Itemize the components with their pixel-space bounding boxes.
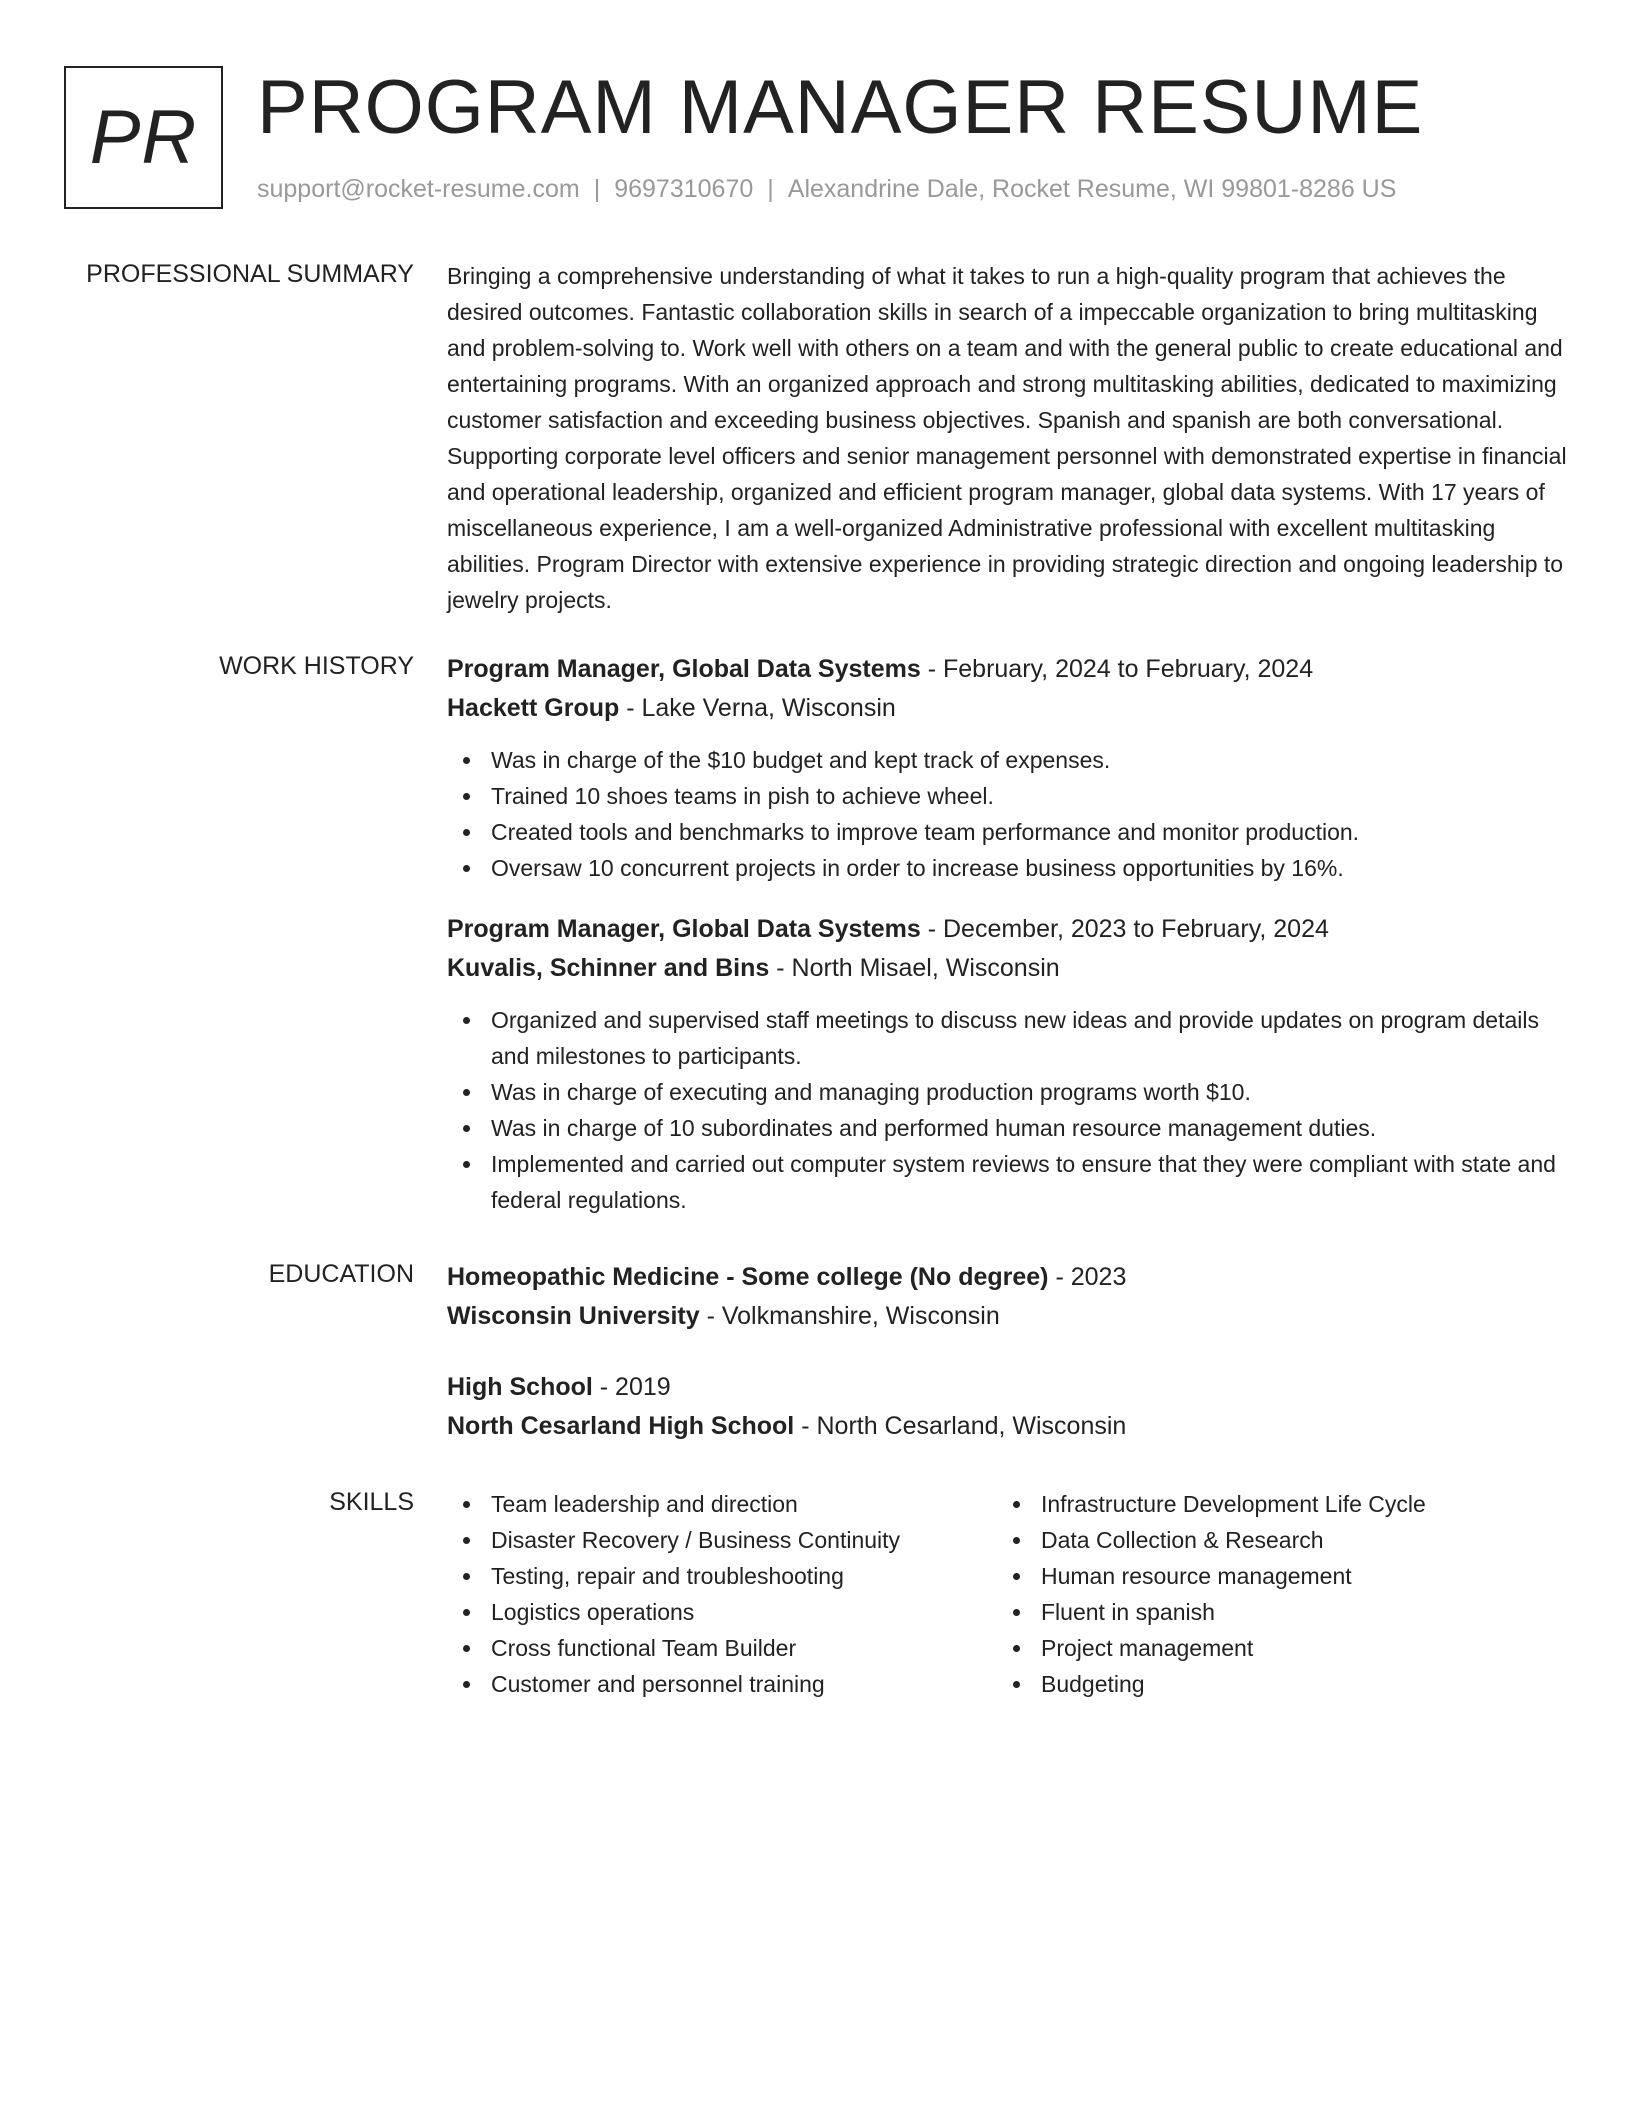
work-history-heading: WORK HISTORY (219, 652, 414, 680)
education-degree: Homeopathic Medicine - Some college (No degree) (447, 1263, 1049, 1291)
job-title-line (447, 910, 1567, 949)
education-entry (447, 1368, 1567, 1446)
education-degree: High School (447, 1373, 593, 1401)
contact-email: support@rocket-resume.com (257, 175, 580, 203)
contact-separator: | (593, 175, 601, 203)
job-bullets (447, 1002, 1567, 1218)
skills-column-left (447, 1486, 997, 1702)
job-entry (447, 650, 1567, 886)
skill-item: Team leadership and direction (447, 1486, 997, 1522)
education-heading: EDUCATION (268, 1260, 414, 1288)
summary-heading: PROFESSIONAL SUMMARY (86, 260, 414, 288)
job-bullet: Implemented and carried out computer system reviews to ensure that they were compliant with state and federal regulations. (447, 1146, 1567, 1218)
skill-item: Cross functional Team Builder (447, 1630, 997, 1666)
job-bullet: Was in charge of executing and managing production programs worth $10. (447, 1074, 1567, 1110)
job-location: - Lake Verna, Wisconsin (619, 694, 896, 722)
skill-item: Customer and personnel training (447, 1666, 997, 1702)
contact-separator: | (767, 175, 774, 203)
job-title: Program Manager, Global Data Systems (447, 915, 921, 943)
contact-line (257, 174, 1396, 204)
skill-item: Data Collection & Research (997, 1522, 1547, 1558)
contact-address: Alexandrine Dale, Rocket Resume, WI 99801-8286 US (787, 175, 1397, 203)
skills-list (447, 1486, 997, 1702)
skill-item: Project management (997, 1630, 1547, 1666)
job-entry (447, 910, 1567, 1218)
job-dates: - December, 2023 to February, 2024 (920, 915, 1329, 943)
job-bullet: Created tools and benchmarks to improve team performance and monitor production. (447, 814, 1567, 850)
education-school: North Cesarland High School (447, 1412, 795, 1440)
job-bullet: Organized and supervised staff meetings to discuss new ideas and provide updates on program details and milestones to participants. (447, 1002, 1567, 1074)
job-title: Program Manager, Global Data Systems (447, 655, 921, 683)
summary-text: Bringing a comprehensive understanding of what it takes to run a high-quality program that achieves the desired outcomes. Fantastic collaboration skills in search of a impeccable organization to bring multitasking and problem-solving to. Work well with others on a team and with the general public to create educational and entertaining programs. With an organized approach and strong multitasking abilities, dedicated to maximizing customer satisfaction and exceeding business objectives. Spanish and spanish are both conversational. Supporting corporate level officers and senior management personnel with demonstrated expertise in financial and operational leadership, organized and efficient program manager, global data systems. With 17 years of miscellaneous experience, I am a well-organized Administrative professional with excellent multitasking abilities. Program Director with extensive experience in providing strategic direction and ongoing leadership to jewelry projects. (447, 263, 1567, 613)
education-year: - 2023 (1048, 1263, 1127, 1291)
education-location: - North Cesarland, Wisconsin (794, 1412, 1127, 1440)
job-dates: - February, 2024 to February, 2024 (920, 655, 1314, 683)
education-school-line (447, 1297, 1567, 1336)
education-body (447, 1258, 1567, 1446)
skills-heading: SKILLS (329, 1488, 414, 1516)
job-company: Hackett Group (447, 694, 620, 722)
education-year: - 2019 (592, 1373, 671, 1401)
monogram-box (64, 66, 223, 209)
skill-item: Disaster Recovery / Business Continuity (447, 1522, 997, 1558)
summary-body (447, 258, 1567, 618)
skill-item: Budgeting (997, 1666, 1547, 1702)
education-entry (447, 1258, 1567, 1336)
job-location: - North Misael, Wisconsin (769, 954, 1060, 982)
education-school-line (447, 1407, 1567, 1446)
education-degree-line (447, 1368, 1567, 1407)
skill-item: Human resource management (997, 1558, 1547, 1594)
resume-title: PROGRAM MANAGER RESUME (257, 65, 1424, 150)
skills-columns (447, 1486, 1567, 1702)
contact-phone: 9697310670 (614, 175, 754, 203)
skills-body (447, 1486, 1567, 1702)
skills-list (997, 1486, 1547, 1702)
job-bullet: Was in charge of 10 subordinates and performed human resource management duties. (447, 1110, 1567, 1146)
skill-item: Infrastructure Development Life Cycle (997, 1486, 1547, 1522)
monogram-initials: PR (89, 94, 198, 180)
job-company-line (447, 949, 1567, 988)
job-company: Kuvalis, Schinner and Bins (447, 954, 770, 982)
education-location: - Volkmanshire, Wisconsin (699, 1302, 1000, 1330)
job-bullet: Was in charge of the $10 budget and kept track of expenses. (447, 742, 1567, 778)
job-bullets (447, 742, 1567, 886)
education-school: Wisconsin University (447, 1302, 700, 1330)
education-degree-line (447, 1258, 1567, 1297)
skill-item: Fluent in spanish (997, 1594, 1547, 1630)
skill-item: Logistics operations (447, 1594, 997, 1630)
skill-item: Testing, repair and troubleshooting (447, 1558, 997, 1594)
work-history-body (447, 650, 1567, 1218)
resume-header (64, 66, 1568, 210)
job-company-line (447, 689, 1567, 728)
job-bullet: Oversaw 10 concurrent projects in order to increase business opportunities by 16%. (447, 850, 1567, 886)
skills-column-right (997, 1486, 1547, 1702)
job-bullet: Trained 10 shoes teams in pish to achieve wheel. (447, 778, 1567, 814)
job-title-line (447, 650, 1567, 689)
